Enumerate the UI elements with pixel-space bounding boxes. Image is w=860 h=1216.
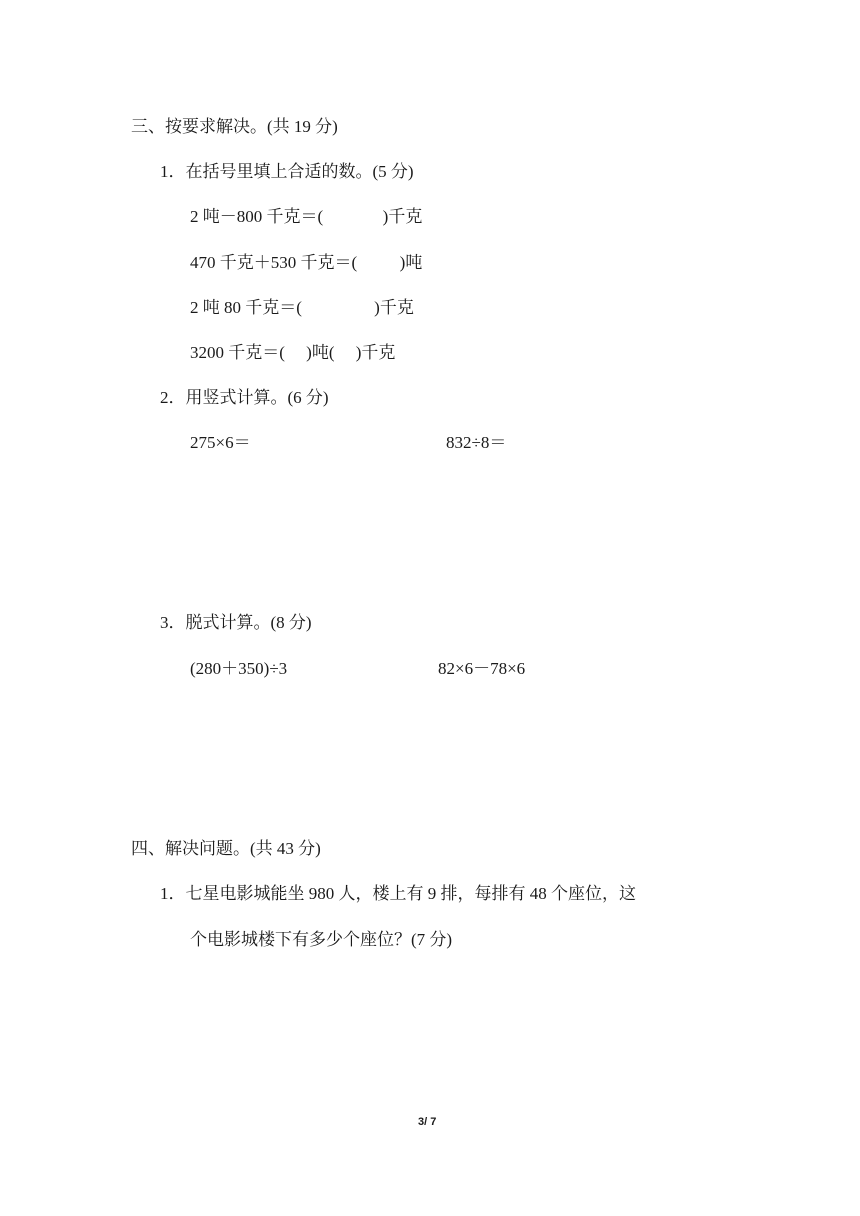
q3-left-expression: (280＋350)÷3: [190, 659, 288, 678]
q1-line-3: 2 吨 80 千克＝( )千克: [190, 298, 414, 317]
s4-q1-line-2: 个电影城楼下有多少个座位？(7 分): [190, 930, 453, 949]
q3-right-expression: 82×6－78×6: [438, 659, 526, 678]
q1-line-4: 3200 千克＝( )吨( )千克: [190, 343, 396, 362]
section-4-heading: 四、解决问题。(共 43 分): [131, 839, 321, 858]
q1-line-2: 470 千克＋530 千克＝( )吨: [190, 253, 423, 272]
section-3-heading: 三、按要求解决。(共 19 分): [131, 117, 338, 136]
q1-line-1: 2 吨－800 千克＝( )千克: [190, 207, 423, 226]
s4-q1-line-1: 1．七星电影城能坐 980 人，楼上有 9 排，每排有 48 个座位，这: [160, 884, 636, 903]
page-number: 3/ 7: [418, 1116, 437, 1128]
q2-prompt: 2．用竖式计算。(6 分): [160, 388, 329, 407]
q1-prompt: 1．在括号里填上合适的数。(5 分): [160, 162, 414, 181]
q2-right-expression: 832÷8＝: [446, 433, 507, 452]
q2-left-expression: 275×6＝: [190, 433, 251, 452]
q3-prompt: 3．脱式计算。(8 分): [160, 613, 312, 632]
